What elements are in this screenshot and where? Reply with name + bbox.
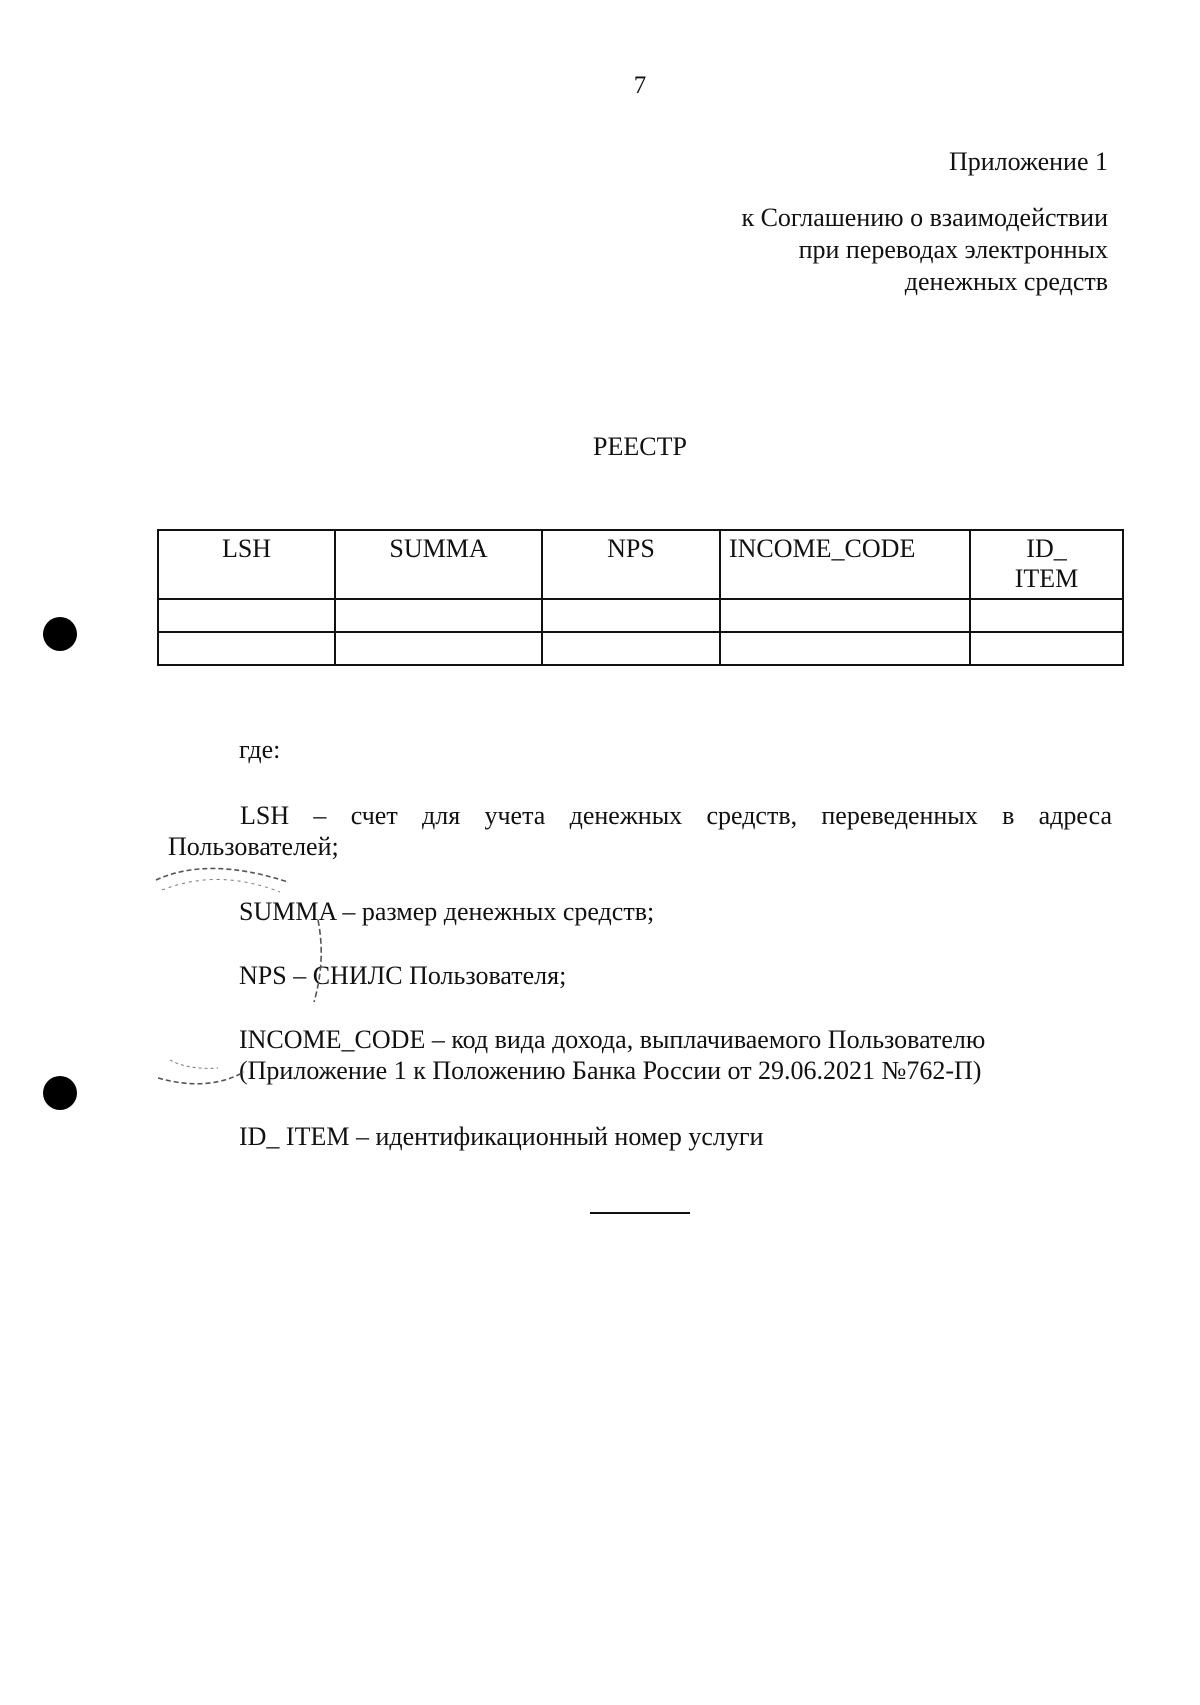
registry-title: РЕЕСТР [593,432,687,461]
column-header-nps: NPS [542,530,720,599]
table-cell [335,599,542,632]
column-header-summa: SUMMA [335,530,542,599]
appendix-title: Приложение 1 [948,147,1108,176]
table-header-row [158,530,1123,599]
table-cell [335,632,542,665]
where-label: где: [239,735,281,764]
table-cell [542,599,720,632]
column-header-lsh: LSH [158,530,335,599]
definition-id-item: ID_ ITEM – идентификационный номер услуги [239,1122,764,1151]
table-row [158,632,1123,665]
definition-income-code-line1: INCOME_CODE – код вида дохода, выплачиваемого Пользователю [239,1025,986,1054]
definition-summa: SUMMA – размер денежных средств; [239,897,655,926]
table-cell [158,632,335,665]
table-cell [720,599,970,632]
table-cell [158,599,335,632]
punch-hole-bottom [43,1076,77,1110]
table-cell [542,632,720,665]
definition-income-code-line2: (Приложение 1 к Положению Банка России от 29.06.2021 №762-П) [239,1056,982,1085]
closing-separator [590,1212,690,1214]
table-cell [970,599,1123,632]
registry-table [157,529,1124,666]
appendix-subtitle-line: при переводах электронных [798,235,1108,264]
table-cell [970,632,1123,665]
punch-hole-top [43,617,77,651]
table-row [158,599,1123,632]
appendix-subtitle-line: к Соглашению о взаимодействии [741,203,1108,232]
column-header-id-item: ID_ ITEM [970,530,1123,599]
definition-lsh: LSH – счет для учета денежных средств, переведенных в адреса Пользователей; [168,801,1112,861]
page-number: 7 [633,72,647,99]
appendix-subtitle-line: денежных средств [904,267,1108,296]
appendix-subtitle [741,202,1108,298]
table-cell [720,632,970,665]
definition-nps: NPS – СНИЛС Пользователя; [239,961,567,990]
column-header-income-code: INCOME_CODE [720,530,970,599]
